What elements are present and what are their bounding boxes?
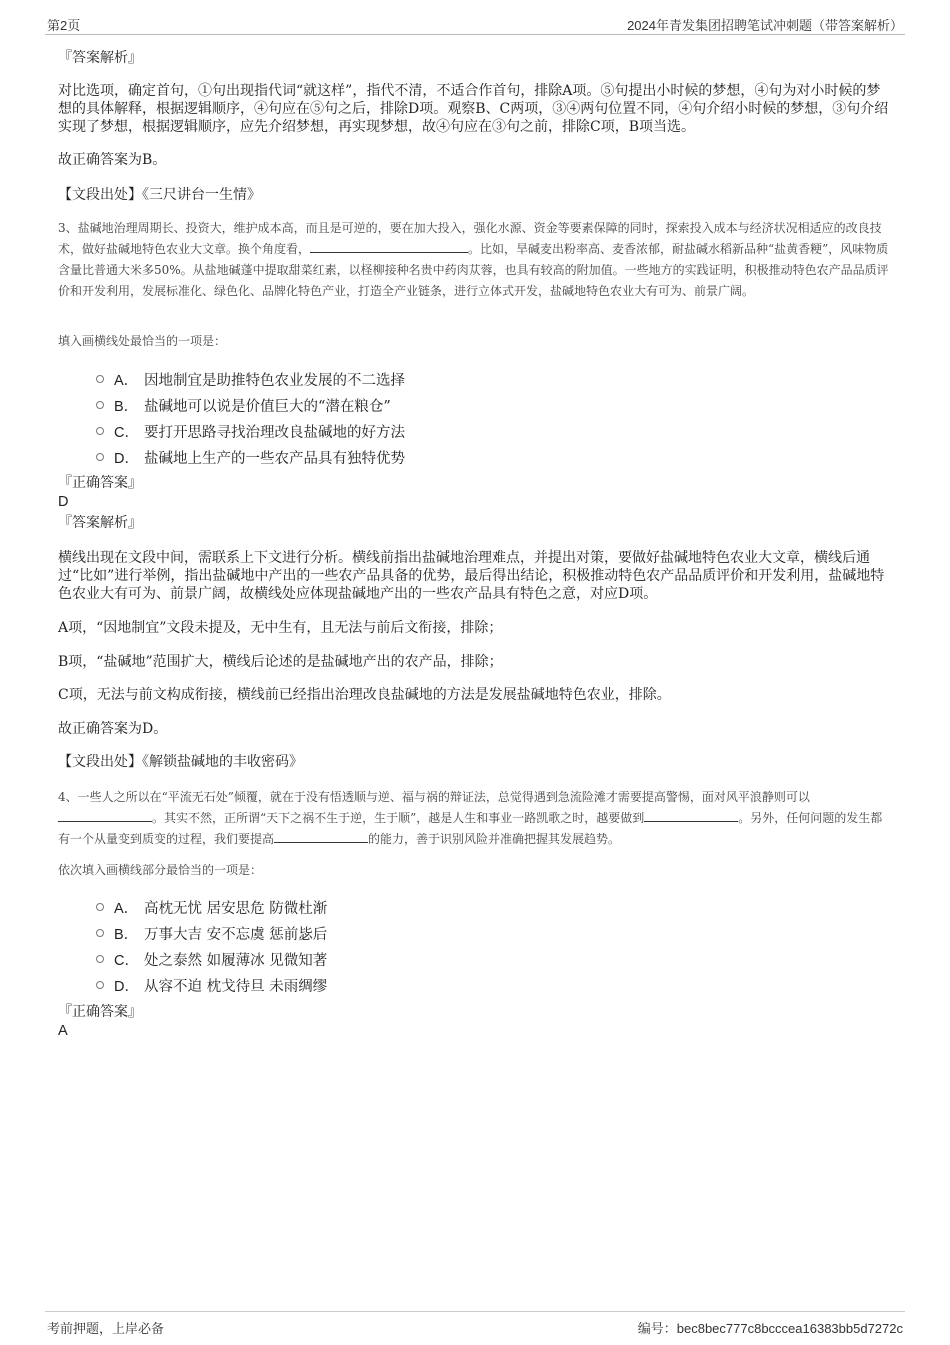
q3-options bbox=[96, 366, 596, 470]
q4-options bbox=[96, 894, 596, 998]
q3-answer-label: 『正确答案』 bbox=[58, 475, 142, 491]
q3-answer: D bbox=[58, 494, 69, 510]
q4-blank-2 bbox=[644, 809, 738, 822]
radio-icon[interactable] bbox=[96, 401, 104, 409]
page-footer bbox=[45, 1311, 905, 1338]
q3-source: 【文段出处】《解锁盐碱地的丰收密码》 bbox=[58, 754, 303, 770]
q3-prompt: 填入画横线处最恰当的一项是： bbox=[58, 334, 227, 348]
q3-stem bbox=[58, 218, 893, 302]
page-header bbox=[45, 14, 905, 35]
q3-exclude-a: A项，“因地制宜”文段未提及，无中生有，且无法与前后文衔接，排除； bbox=[58, 620, 503, 636]
q3-exclude-b: B项，“盐碱地”范围扩大，横线后论述的是盐碱地产出的农产品，排除； bbox=[58, 654, 503, 670]
q3-option-d[interactable]: D． 盐碱地上生产的一些农产品具有独特优势 bbox=[96, 444, 596, 470]
q3-stem-after: 。比如，旱碱麦出粉率高、麦香浓郁，耐盐碱水稻新品种“盐黄香粳”，风味物质含量比普通大米多50%。从盐地碱蓬中提取甜菜红素，以柽柳接种名贵中药肉苁蓉，也具有较高的附加值。一些地方的实践证明，积极推动特色农产品品质评价和开发利用，发展标准化、绿色化、品牌化特色产业，打造全产业链条，进行立体式开发，盐碱地特色农业大有可为、前景广阔。 bbox=[58, 242, 889, 298]
page-number: 第2页 bbox=[47, 18, 81, 33]
q4-blank-1 bbox=[58, 809, 152, 822]
footer-serial: 编号：bec8bec777c8bcccea16383bb5d7272c bbox=[637, 1321, 903, 1336]
q4-option-d[interactable]: D． 从容不迫 枕戈待旦 未雨绸缪 bbox=[96, 972, 596, 998]
q3-analysis-text: 横线出现在文段中间，需联系上下文进行分析。横线前指出盐碱地治理难点，并提出对策，要做好盐碱地特色农业大文章，横线后通过“比如”进行举例，指出盐碱地中产出的一些农产品具备的优势，最后得出结论，积极推动特色农产品品质评价和开发利用，盐碱地特色农业大有可为、前景广阔，故横线处应体现盐碱地产出的一些农产品具有特色之意，对应D项。 bbox=[58, 550, 885, 602]
footer-slogan: 考前押题，上岸必备 bbox=[47, 1321, 165, 1336]
radio-icon[interactable] bbox=[96, 929, 104, 937]
q4-answer-label: 『正确答案』 bbox=[58, 1004, 142, 1020]
q3-option-a[interactable]: A． 因地制宜是助推特色农业发展的不二选择 bbox=[96, 366, 596, 392]
q2-analysis-label: 『答案解析』 bbox=[58, 50, 142, 66]
q4-option-c[interactable]: C． 处之泰然 如履薄冰 见微知著 bbox=[96, 946, 596, 972]
radio-icon[interactable] bbox=[96, 427, 104, 435]
q3-option-c[interactable]: C． 要打开思路寻找治理改良盐碱地的好方法 bbox=[96, 418, 596, 444]
radio-icon[interactable] bbox=[96, 981, 104, 989]
q3-analysis-label: 『答案解析』 bbox=[58, 515, 142, 531]
q2-conclusion: 故正确答案为B。 bbox=[58, 152, 167, 168]
q4-option-b[interactable]: B． 万事大吉 安不忘虞 惩前毖后 bbox=[96, 920, 596, 946]
q3-exclude-c: C项，无法与前文构成衔接，横线前已经指出治理改良盐碱地的方法是发展盐碱地特色农业，排除。 bbox=[58, 687, 671, 703]
radio-icon[interactable] bbox=[96, 375, 104, 383]
q3-stem-before: 3、盐碱地治理周期长、投资大，维护成本高，而且是可逆的，要在加大投入，强化水源、资金等要素保障的同时，探索投入成本与经济状况相适应的改良技术，做好盐碱地特色农业大文章。换个角度看， bbox=[58, 221, 882, 256]
q4-option-a[interactable]: A． 高枕无忧 居安思危 防微杜渐 bbox=[96, 894, 596, 920]
q4-prompt: 依次填入画横线部分最恰当的一项是： bbox=[58, 863, 263, 877]
radio-icon[interactable] bbox=[96, 955, 104, 963]
radio-icon[interactable] bbox=[96, 453, 104, 461]
q3-option-b[interactable]: B． 盐碱地可以说是价值巨大的“潜在粮仓” bbox=[96, 392, 596, 418]
document-title: 2024年青发集团招聘笔试冲刺题（带答案解析） bbox=[627, 18, 903, 33]
q4-blank-3 bbox=[274, 830, 368, 843]
q4-answer: A bbox=[58, 1023, 68, 1039]
radio-icon[interactable] bbox=[96, 903, 104, 911]
q2-source: 【文段出处】《三尺讲台一生情》 bbox=[58, 187, 261, 203]
q4-stem: 4、一些人之所以在“平流无石处”倾覆，就在于没有悟透顺与逆、福与祸的辩证法，总觉得遇到急流险滩才需要提高警惕，面对风平浪静则可以。其实不然，正所谓“天下之祸不生于逆，生于顺”，越是人生和事业一路凯歌之时，越要做到 。另外，任何问题的发生都有一个从量变到质变的过程，我们要提高 的能力，善于识别风险并准确把握其发展趋势。 bbox=[58, 790, 883, 846]
q2-analysis-text: 对比选项，确定首句，①句出现指代词“就这样”，指代不清，不适合作首句，排除A项。⑤句提出小时候的梦想，④句为对小时候的梦想的具体解释，根据逻辑顺序，④句应在⑤句之后，排除D项。观察B、C两项，③④两句位置不同，④句介绍小时候的梦想，③句介绍实现了梦想，根据逻辑顺序，应先介绍梦想，再实现梦想，故④句应在③句之前，排除C项，B项当选。 bbox=[58, 83, 889, 135]
q3-blank bbox=[310, 240, 468, 253]
q3-conclusion: 故正确答案为D。 bbox=[58, 721, 168, 737]
